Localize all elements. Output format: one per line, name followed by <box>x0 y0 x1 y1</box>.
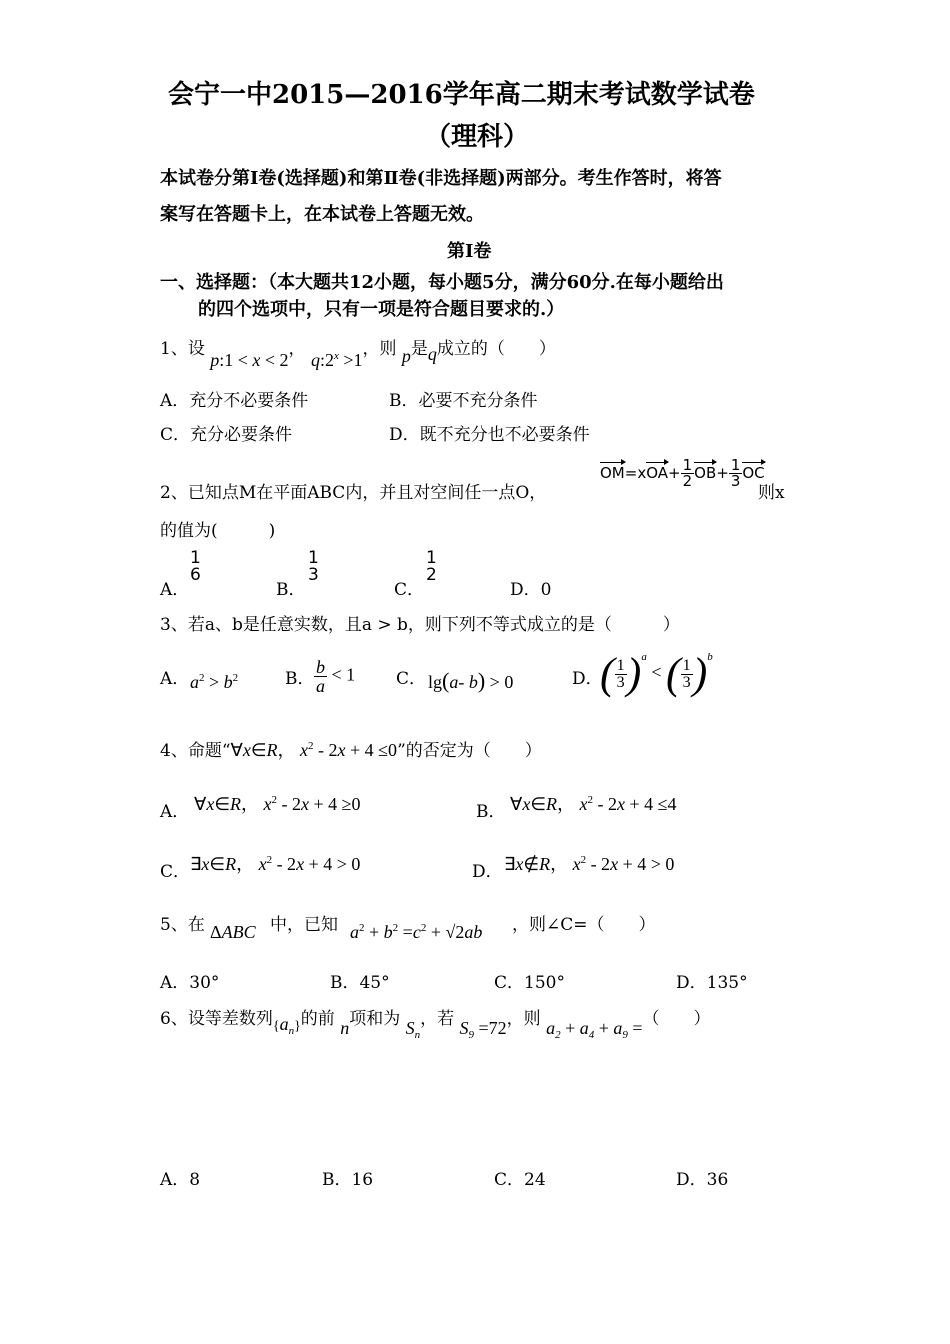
q3-option-c-formula: lg(a- b) > 0 <box>428 668 514 693</box>
q5-option-d: D．135° <box>676 973 748 993</box>
intro-line-2: 案写在答题卡上，在本试卷上答题无效。 <box>160 204 484 225</box>
question-6-expression: $a_2 + a_4 + a_9$ = <box>546 1018 643 1041</box>
q4-option-a: A． <box>160 802 190 822</box>
q4-option-c: C． <box>160 862 191 882</box>
question-1-formula-p: p:1 < x < 2 <box>210 350 289 370</box>
q3-option-a-formula: $a^2 > b^2$ <box>190 672 239 692</box>
q4-option-d-formula: ∃x∉R， $x^2 - 2x + 4 > 0$ <box>504 854 675 874</box>
question-4-suffix: ”的否定为（ ） <box>397 741 542 761</box>
exam-title: 会宁一中2015—2016学年高二期末考试数学试卷 <box>168 80 755 110</box>
question-6-mid2: 项和为 <box>349 1009 401 1029</box>
question-1-formula-q: $q:2^x >1$ <box>310 350 363 370</box>
intro-line-1: 本试卷分第Ⅰ卷(选择题)和第Ⅱ卷(非选择题)两部分。考生作答时，将答 <box>160 168 722 189</box>
question-2-line2: 的值为( ) <box>160 521 276 541</box>
question-5-mid: 中，已知 <box>270 915 338 935</box>
q5-option-c: C．150° <box>494 973 565 993</box>
question-6-sequence: $\{a_n\}$ <box>272 1014 301 1037</box>
q3-option-c: C． <box>396 669 427 689</box>
q3-option-a: A． <box>160 669 190 689</box>
question-5-tail: ，则∠C=（ ） <box>512 915 656 935</box>
question-3-stem: 3、若a、b是任意实数，且a > b，则下列不等式成立的是（ ） <box>160 615 680 635</box>
question-1: 1、设 p:1 < x < 2， $q:2^x >1$，则 p是q成立的（ ） <box>160 339 556 370</box>
q2-option-b: B． <box>276 580 306 600</box>
q1-option-d: D．既不充分也不必要条件 <box>389 425 590 445</box>
question-6-mid1: 的前 <box>300 1009 335 1029</box>
q5-option-b: B．45° <box>330 973 390 993</box>
q6-option-d: D．36 <box>676 1170 729 1190</box>
q6-option-c: C．24 <box>494 1170 546 1190</box>
q3-option-d-formula: ( $\frac{1}{3}$ )$^a$ < ( $\frac{1}{3}$ )$^b$ <box>600 649 713 698</box>
question-6: 6、设等差数列$\{a_n\}$的前 n项和为 $S_n$，若 $S_9 =72$，则 $a_2 + a_4 + a_9$ =（ ） <box>160 1009 711 1041</box>
question-5-prefix: 5、在 <box>160 915 205 935</box>
q6-option-b: B．16 <box>322 1170 374 1190</box>
question-2-suffix: 则x <box>758 483 785 503</box>
question-1-tail: 成立的（ ） <box>436 339 556 359</box>
q3-option-b: B． <box>285 669 315 689</box>
q2-option-a: A． <box>160 580 190 600</box>
question-4-formula: ∀x∈R， $x^2 - 2x + 4 \le 0$ <box>230 740 398 760</box>
q2-option-a-value: 1 6 <box>190 548 201 585</box>
q3-option-d: D． <box>572 669 603 689</box>
question-6-prefix: 6、设等差数列 <box>160 1009 273 1029</box>
part1-instructions-2: 的四个选项中，只有一项是符合题目要求的.） <box>198 299 565 320</box>
q4-option-d: D． <box>472 862 503 882</box>
part1-instructions-1: 一、选择题：（本大题共12小题，每小题5分，满分60分.在每小题给出 <box>160 272 724 293</box>
section-heading: 第Ⅰ卷 <box>447 241 492 262</box>
q2-option-c-value: 1 2 <box>426 548 437 585</box>
question-4-prefix: 4、命题“ <box>160 741 231 761</box>
question-6-tail: （ ） <box>642 1009 711 1029</box>
q1-option-a: A．充分不必要条件 <box>160 391 309 411</box>
question-5-triangle: ΔABC <box>210 922 256 942</box>
question-6-sum: $S_9 =72$ <box>459 1018 507 1041</box>
q2-option-b-value: 1 3 <box>308 548 319 585</box>
q4-option-a-formula: ∀x∈R， $x^2 - 2x + 4 \ge 0$ <box>194 794 361 814</box>
question-2-vector-formula: OM=xOA+ $\frac{1}{2}$ OB+ $\frac{1}{3}$ OC <box>600 456 765 490</box>
q6-option-a: A．8 <box>160 1170 201 1190</box>
q4-option-c-formula: ∃x∈R， $x^2 - 2x + 4 > 0$ <box>190 854 361 874</box>
q3-option-b-formula: $\frac{b}{a}$ < 1 <box>316 657 356 696</box>
q2-option-c: C． <box>394 580 425 600</box>
q1-option-b: B．必要不充分条件 <box>389 391 538 411</box>
q4-option-b-formula: ∀x∈R， $x^2 - 2x + 4 \le 4$ <box>510 794 677 814</box>
q1-option-c: C．充分必要条件 <box>160 425 293 445</box>
question-2-prefix: 2、已知点M在平面ABC内，并且对空间任一点O， <box>160 483 547 503</box>
question-4 <box>160 736 542 762</box>
question-6-mid4: ，则 <box>506 1009 541 1029</box>
q2-option-d: D．0 <box>510 580 552 600</box>
q5-option-a: A．30° <box>160 973 220 993</box>
question-1-prefix: 1、设 <box>160 339 205 359</box>
question-6-mid3: ，若 <box>420 1009 455 1029</box>
question-5-formula: $a^2 + b^2 =c^2 + √2ab$ <box>350 922 483 942</box>
q4-option-b: B． <box>476 802 506 822</box>
exam-subtitle: （理科） <box>425 122 530 152</box>
